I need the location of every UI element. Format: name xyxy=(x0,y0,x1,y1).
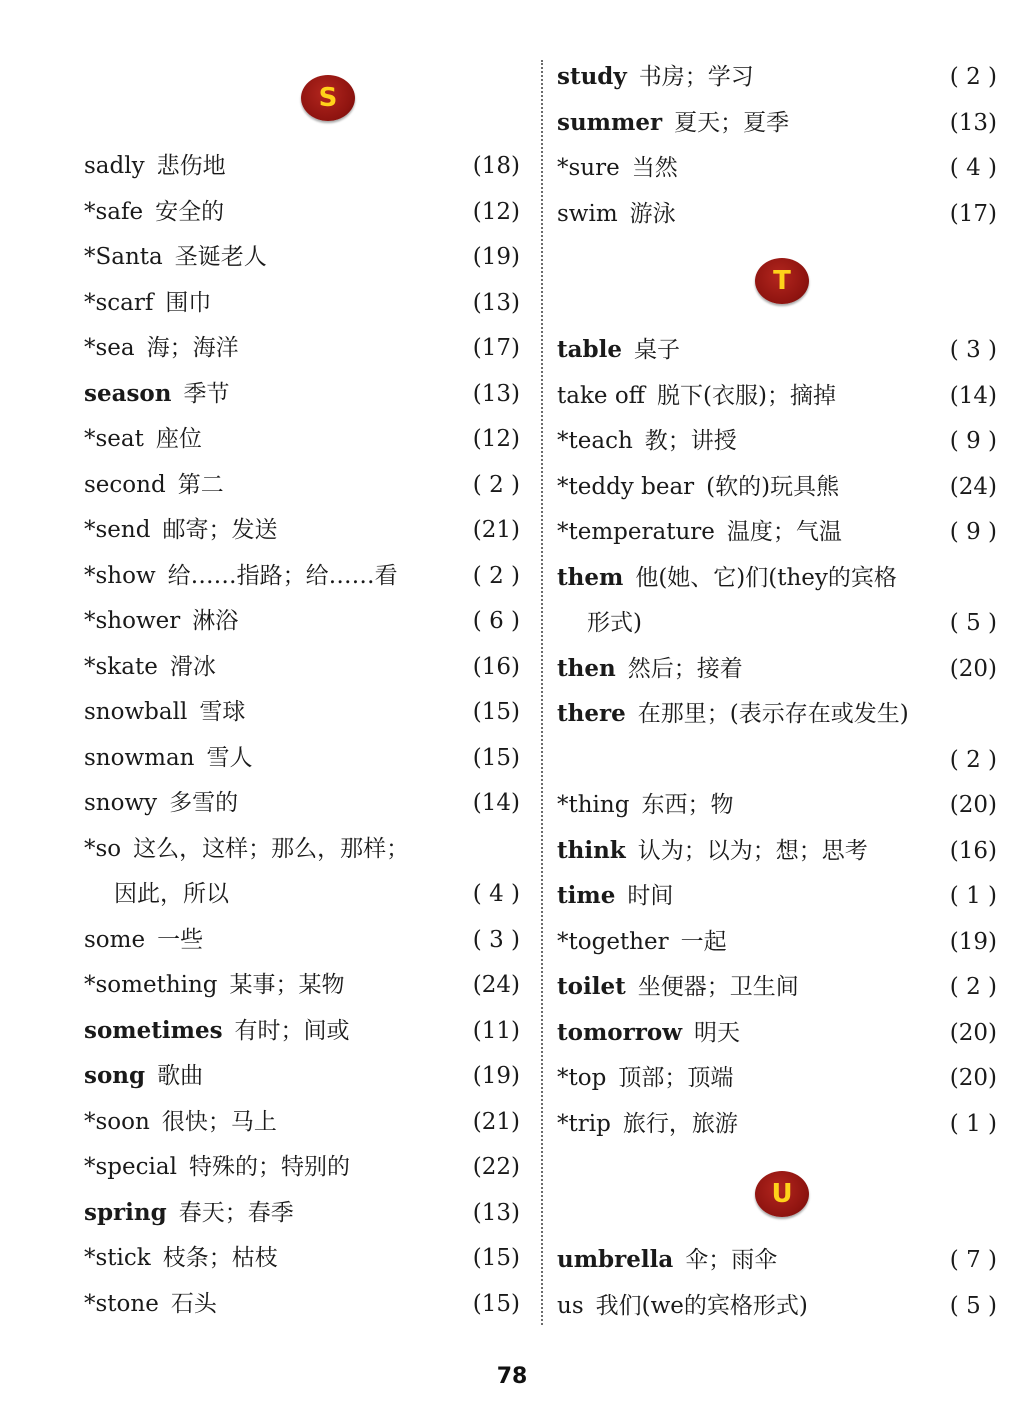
entry-definition: 我们(we的宾格形式) xyxy=(595,1292,808,1319)
glossary-entry xyxy=(84,241,520,273)
glossary-entry xyxy=(84,651,520,683)
entry-definition: 特殊的；特别的 xyxy=(188,1154,350,1180)
entry-term: *special xyxy=(84,1154,177,1180)
entry-unit-number: ( 5 ) xyxy=(949,610,997,636)
entry-unit-number: (12) xyxy=(472,198,520,225)
entry-definition: 脱下(衣服)；摘掉 xyxy=(657,382,836,409)
glossary-entry xyxy=(84,378,520,410)
entry-term: *together xyxy=(557,928,669,955)
entry-unit-number: (19) xyxy=(472,1063,520,1089)
entry-definition: 时间 xyxy=(627,883,674,909)
glossary-entry xyxy=(557,789,997,821)
glossary-entry xyxy=(84,287,520,319)
entry-term: snowy xyxy=(84,790,158,816)
glossary-entry xyxy=(84,696,520,728)
entry-definition: 圣诞老人 xyxy=(174,244,267,270)
glossary-entry xyxy=(557,380,997,412)
glossary-entry xyxy=(84,1151,520,1183)
entry-definition: 游泳 xyxy=(629,200,676,227)
entry-unit-number: (20) xyxy=(949,1065,997,1091)
entry-definition: 东西；物 xyxy=(641,792,734,818)
glossary-entry xyxy=(557,744,997,776)
entry-definition: 很快；马上 xyxy=(161,1108,277,1135)
entry-term: umbrella xyxy=(557,1246,674,1273)
entry-definition: 然后；接着 xyxy=(627,655,743,682)
glossary-entry xyxy=(84,742,520,774)
entry-term: *top xyxy=(557,1065,607,1091)
glossary-entry xyxy=(557,1017,997,1049)
entry-term: them xyxy=(557,563,624,591)
entry-term: us xyxy=(557,1292,584,1319)
entry-unit-number: ( 4 ) xyxy=(472,881,520,907)
entry-definition: 温度；气温 xyxy=(726,519,842,545)
entry-definition: 座位 xyxy=(155,426,202,452)
entry-term: take off xyxy=(557,382,646,409)
entry-term: song xyxy=(84,1062,146,1089)
entry-definition: 春天；春季 xyxy=(178,1199,294,1226)
entry-definition: 旅行，旅游 xyxy=(622,1110,738,1137)
entry-unit-number: (20) xyxy=(949,792,997,818)
glossary-entry xyxy=(557,107,997,139)
glossary-entry xyxy=(84,469,520,501)
entry-term: snowman xyxy=(84,744,195,771)
entry-term: *trip xyxy=(557,1110,611,1137)
section-badge-t xyxy=(755,258,809,304)
entry-term: *soon xyxy=(84,1108,150,1135)
entry-term: *seat xyxy=(84,426,144,452)
glossary-entry xyxy=(557,61,997,93)
entry-unit-number: ( 3 ) xyxy=(949,337,997,363)
entry-term: *thing xyxy=(557,792,630,818)
section-letter: S xyxy=(318,83,338,113)
entry-term: *sure xyxy=(557,155,620,181)
entry-definition: 歌曲 xyxy=(157,1063,204,1089)
glossary-entry xyxy=(557,880,997,912)
entry-definition: 雪球 xyxy=(199,699,246,725)
entry-unit-number: (19) xyxy=(949,928,997,955)
entry-term: snowball xyxy=(84,699,188,725)
entry-definition: 某事；某物 xyxy=(229,972,345,998)
glossary-entry xyxy=(557,562,997,594)
entry-unit-number: (17) xyxy=(472,335,520,361)
entry-unit-number: (17) xyxy=(949,200,997,227)
glossary-entry xyxy=(84,423,520,455)
entry-definition: 夏天；夏季 xyxy=(674,109,790,136)
entry-term: *teach xyxy=(557,428,633,454)
glossary-entry xyxy=(557,835,997,867)
glossary-entry xyxy=(557,1108,997,1140)
entry-unit-number: (24) xyxy=(949,473,997,500)
entry-term: summer xyxy=(557,108,663,136)
glossary-entry xyxy=(84,514,520,546)
entry-unit-number: ( 7 ) xyxy=(949,1247,997,1273)
entry-term: *safe xyxy=(84,198,144,225)
entry-unit-number: ( 1 ) xyxy=(949,1110,997,1137)
glossary-entry xyxy=(84,560,520,592)
entry-definition: 滑冰 xyxy=(169,653,216,680)
entry-unit-number: (11) xyxy=(472,1017,520,1044)
glossary-entry xyxy=(84,833,520,865)
glossary-entry xyxy=(557,198,997,230)
glossary-entry xyxy=(84,1060,520,1092)
entry-definition: 石头 xyxy=(170,1290,217,1317)
entry-unit-number: (21) xyxy=(472,517,520,543)
entry-unit-number: (22) xyxy=(472,1154,520,1180)
entry-unit-number: ( 1 ) xyxy=(949,883,997,909)
glossary-entry xyxy=(557,926,997,958)
glossary-entry xyxy=(557,653,997,685)
page-number: 78 xyxy=(496,1364,528,1389)
entry-unit-number: (18) xyxy=(472,153,520,179)
entry-unit-number: (13) xyxy=(472,289,520,316)
entry-definition: 一起 xyxy=(680,928,727,955)
glossary-entry xyxy=(84,1242,520,1274)
entry-definition: 在那里；(表示存在或发生) xyxy=(637,701,909,727)
entry-term: *send xyxy=(84,517,151,543)
glossary-entry xyxy=(557,334,997,366)
entry-term: *stone xyxy=(84,1290,159,1317)
entry-definition: 伞；雨伞 xyxy=(685,1247,778,1273)
section-letter: U xyxy=(771,1179,793,1209)
entry-term: *stick xyxy=(84,1245,151,1271)
entry-term: some xyxy=(84,926,146,953)
entry-term: *sea xyxy=(84,335,135,361)
section-badge-u xyxy=(755,1171,809,1217)
entry-unit-number: (12) xyxy=(472,426,520,452)
entry-term: table xyxy=(557,336,622,363)
entry-term: swim xyxy=(557,200,618,227)
glossary-entry xyxy=(84,150,520,182)
entry-definition: 认为；以为；想；思考 xyxy=(637,837,868,864)
entry-term: *show xyxy=(84,562,156,589)
glossary-entry xyxy=(84,878,520,910)
entry-term: spring xyxy=(84,1198,167,1226)
entry-definition: 他(她、它)们(they的宾格 xyxy=(635,564,897,591)
glossary-entry xyxy=(557,471,997,503)
entry-unit-number: (16) xyxy=(472,653,520,680)
entry-definition: 淋浴 xyxy=(192,608,239,634)
entry-term: *shower xyxy=(84,608,181,634)
entry-definition: 悲伤地 xyxy=(156,153,226,179)
entry-term: sometimes xyxy=(84,1016,223,1044)
entry-unit-number: ( 6 ) xyxy=(472,608,520,634)
entry-term: *skate xyxy=(84,653,158,680)
entry-definition: 顶部；顶端 xyxy=(618,1065,734,1091)
glossary-entry xyxy=(84,1106,520,1138)
entry-definition: 明天 xyxy=(694,1019,741,1046)
glossary-entry xyxy=(84,1288,520,1320)
glossary-entry xyxy=(84,332,520,364)
glossary-entry xyxy=(84,196,520,228)
entry-definition: 枝条；枯枝 xyxy=(162,1245,278,1271)
glossary-entry xyxy=(84,787,520,819)
entry-term: time xyxy=(557,882,616,909)
entry-definition: 第二 xyxy=(177,471,224,498)
entry-definition: (软的)玩具熊 xyxy=(706,473,840,500)
glossary-entry xyxy=(557,1062,997,1094)
entry-term: *scarf xyxy=(84,289,154,316)
entry-unit-number: ( 4 ) xyxy=(949,155,997,181)
entry-unit-number: (14) xyxy=(472,790,520,816)
entry-definition: 季节 xyxy=(183,380,230,407)
entry-definition: 当然 xyxy=(631,155,678,181)
entry-definition: 教；讲授 xyxy=(644,428,737,454)
entry-definition: 桌子 xyxy=(633,337,680,363)
entry-unit-number: (15) xyxy=(472,744,520,771)
entry-definition: 有时；间或 xyxy=(234,1017,350,1044)
entry-term: there xyxy=(557,700,626,727)
entry-unit-number: (20) xyxy=(949,1019,997,1046)
entry-definition: 一些 xyxy=(157,926,204,953)
glossary-entry xyxy=(84,924,520,956)
entry-term: then xyxy=(557,654,616,682)
entry-definition: 书房；学习 xyxy=(638,64,754,90)
glossary-entry xyxy=(557,698,997,730)
entry-unit-number: (15) xyxy=(472,1245,520,1271)
entry-definition: 邮寄；发送 xyxy=(162,517,278,543)
glossary-entry xyxy=(557,516,997,548)
entry-definition: 给……指路；给……看 xyxy=(167,562,398,589)
section-letter: T xyxy=(773,266,791,296)
glossary-entry xyxy=(84,969,520,1001)
entry-term: *Santa xyxy=(84,244,163,270)
entry-definition: 形式) xyxy=(587,610,642,636)
entry-unit-number: ( 9 ) xyxy=(949,519,997,545)
entry-unit-number: ( 9 ) xyxy=(949,428,997,454)
entry-unit-number: ( 2 ) xyxy=(949,746,997,773)
entry-unit-number: (13) xyxy=(472,1199,520,1226)
entry-unit-number: (15) xyxy=(472,1290,520,1317)
glossary-entry xyxy=(557,1290,997,1322)
entry-term: toilet xyxy=(557,973,626,1000)
entry-unit-number: ( 2 ) xyxy=(949,64,997,90)
section-badge-s xyxy=(301,75,355,121)
entry-definition: 这么，这样；那么，那样； xyxy=(133,835,410,862)
glossary-entry xyxy=(557,425,997,457)
entry-definition: 海；海洋 xyxy=(146,335,239,361)
entry-unit-number: (21) xyxy=(472,1108,520,1135)
glossary-entry xyxy=(84,1015,520,1047)
entry-term: sadly xyxy=(84,153,145,179)
entry-unit-number: (20) xyxy=(949,655,997,682)
entry-term: second xyxy=(84,471,166,498)
entry-unit-number: ( 2 ) xyxy=(949,974,997,1000)
column-divider xyxy=(541,60,543,1325)
entry-unit-number: ( 2 ) xyxy=(472,562,520,589)
entry-term: *so xyxy=(84,835,122,862)
entry-term: study xyxy=(557,63,627,90)
glossary-entry xyxy=(84,1197,520,1229)
entry-term: *teddy bear xyxy=(557,473,695,500)
glossary-entry xyxy=(84,605,520,637)
glossary-entry xyxy=(557,607,997,639)
entry-definition: 围巾 xyxy=(165,289,212,316)
entry-definition: 因此，所以 xyxy=(114,881,229,907)
glossary-entry xyxy=(557,971,997,1003)
entry-definition: 安全的 xyxy=(155,198,225,225)
entry-unit-number: (24) xyxy=(472,972,520,998)
entry-unit-number: (16) xyxy=(949,837,997,864)
entry-term: tomorrow xyxy=(557,1018,683,1046)
entry-unit-number: ( 3 ) xyxy=(472,926,520,953)
glossary-entry xyxy=(557,152,997,184)
entry-unit-number: (13) xyxy=(949,109,997,136)
glossary-entry xyxy=(557,1244,997,1276)
entry-unit-number: (13) xyxy=(472,380,520,407)
entry-term: *temperature xyxy=(557,519,715,545)
entry-term: season xyxy=(84,379,172,407)
entry-term: *something xyxy=(84,972,218,998)
entry-definition: 雪人 xyxy=(206,744,253,771)
entry-unit-number: (14) xyxy=(949,382,997,409)
entry-unit-number: (19) xyxy=(472,244,520,270)
entry-definition: 多雪的 xyxy=(169,790,239,816)
entry-unit-number: ( 2 ) xyxy=(472,471,520,498)
entry-term: think xyxy=(557,836,626,864)
entry-unit-number: (15) xyxy=(472,699,520,725)
entry-definition: 坐便器；卫生间 xyxy=(637,974,799,1000)
entry-unit-number: ( 5 ) xyxy=(949,1292,997,1319)
